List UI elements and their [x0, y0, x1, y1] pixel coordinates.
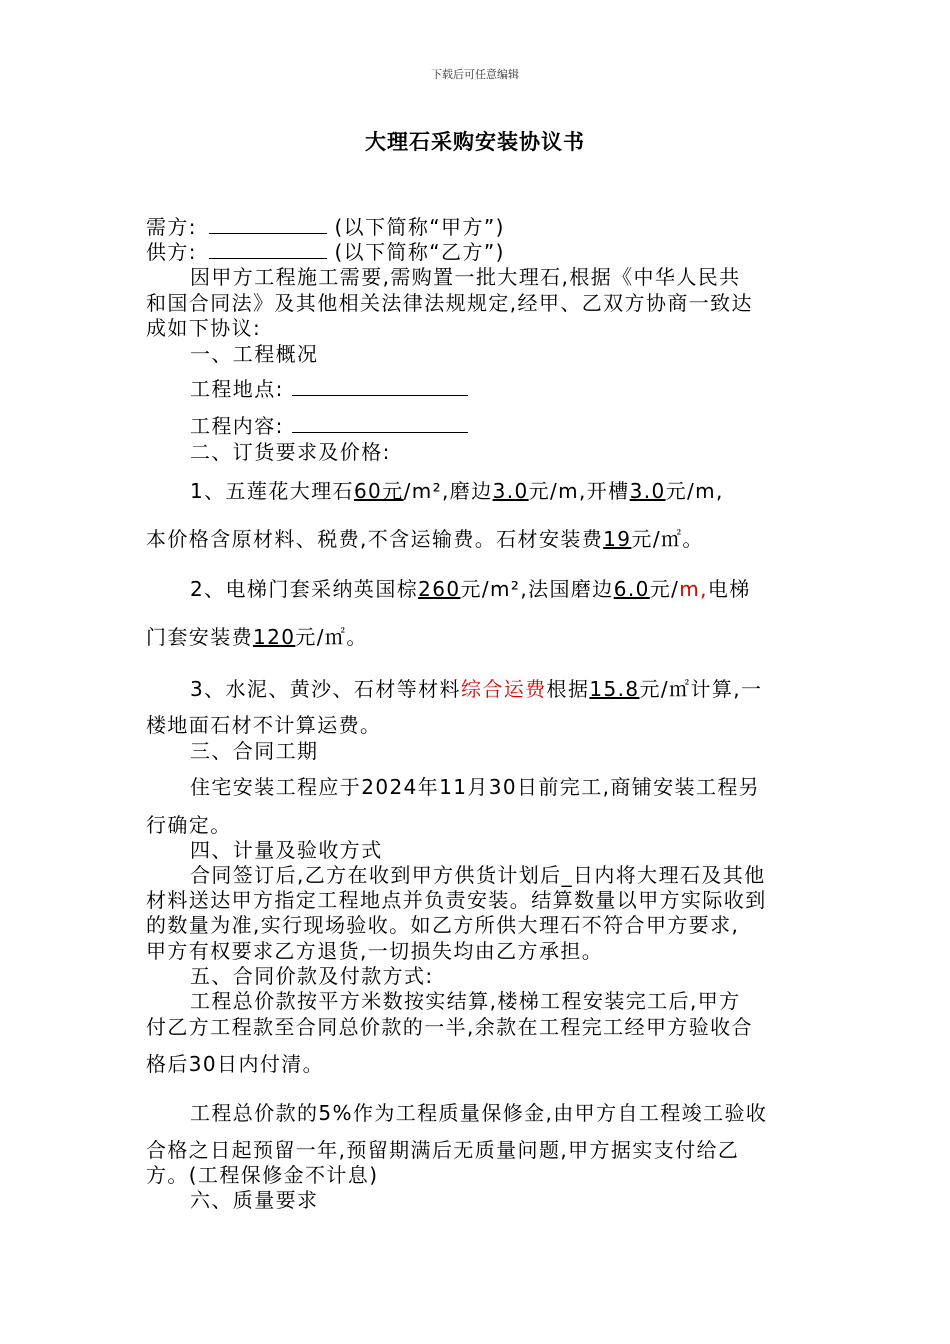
acceptance-line-4: 甲方有权要求乙方退货,一切损失均由乙方承担。 [146, 939, 604, 963]
item-1-price: 60元 [353, 479, 404, 503]
acceptance-line-1-text-b: 日内将大理石及其他 [572, 863, 766, 887]
payment-line-5: 合格之日起预留一年,预留期满后无质量问题,甲方据实支付给乙 [146, 1138, 740, 1162]
payment-line-4: 工程总价款的5%作为工程质量保修金,由甲方自工程竣工验收 [190, 1101, 768, 1125]
location-line [190, 377, 468, 401]
item-3-text-c: 元/㎡计算,一 [639, 677, 763, 701]
buyer-suffix: (以下简称“甲方”) [334, 215, 505, 239]
item-1-text-d: 元/m, [665, 479, 724, 503]
schedule-line-2: 行确定。 [146, 813, 232, 837]
supplier-blank [209, 240, 327, 259]
item-2-line-2-text-b: 元/㎡。 [295, 625, 368, 649]
section-4-heading: 四、计量及验收方式 [190, 838, 383, 862]
item-2-line-1 [190, 577, 751, 601]
section-6-heading: 六、质量要求 [190, 1188, 319, 1212]
content-label: 工程内容: [190, 414, 284, 438]
item-3-line-2: 楼地面石材不计算运费。 [146, 713, 382, 737]
section-3-heading: 三、合同工期 [190, 739, 319, 763]
supplier-line [146, 240, 505, 264]
acceptance-days-blank: _ [561, 863, 573, 887]
section-5-heading: 五、合同价款及付款方式: [190, 964, 434, 988]
intro-line-2: 和国合同法》及其他相关法律法规规定,经甲、乙双方协商一致达 [146, 291, 753, 315]
section-2-heading: 二、订货要求及价格: [190, 440, 391, 464]
item-3-freight-rate: 15.8 [589, 677, 640, 701]
item-2-text-a: 2、电梯门套采纳英国棕 [190, 577, 419, 601]
buyer-blank [209, 215, 327, 234]
item-2-install-fee: 120 [253, 625, 296, 649]
acceptance-line-1 [190, 863, 766, 887]
acceptance-line-2: 材料送达甲方指定工程地点并负责安装。结算数量以甲方实际收到 [146, 888, 767, 912]
item-3-line-1 [190, 677, 762, 701]
schedule-line-1: 住宅安装工程应于2024年11月30日前完工,商铺安装工程另 [190, 775, 761, 799]
item-1-line-2-text-a: 本价格含原材料、税费,不含运输费。石材安装费 [146, 527, 604, 551]
payment-line-2: 付乙方工程款至合同总价款的一半,余款在工程完工经甲方验收合 [146, 1015, 753, 1039]
item-3-text-a: 3、水泥、黄沙、石材等材料 [190, 677, 461, 701]
item-2-text-d: 电梯 [707, 577, 751, 601]
acceptance-line-1-text-a: 合同签订后,乙方在收到甲方供货计划后 [190, 863, 562, 887]
location-label: 工程地点: [190, 377, 284, 401]
item-2-edge-price: 6.0 [613, 577, 650, 601]
content-blank [292, 414, 468, 433]
item-1-text-b: /m²,磨边 [403, 479, 493, 503]
payment-line-6: 方。(工程保修金不计息) [146, 1163, 379, 1187]
document-title: 大理石采购安装协议书 [365, 130, 585, 154]
acceptance-line-3: 的数量为准,实行现场验收。如乙方所供大理石不符合甲方要求, [146, 913, 740, 937]
item-1-slot-price: 3.0 [629, 479, 666, 503]
location-blank [292, 377, 468, 396]
item-2-red-text: m, [679, 577, 708, 601]
item-1-edge-price: 3.0 [492, 479, 529, 503]
intro-line-3: 成如下协议: [146, 316, 262, 340]
content-line [190, 414, 468, 438]
item-2-text-b: 元/m²,法国磨边 [460, 577, 614, 601]
payment-line-1: 工程总价款按平方米数按实结算,楼梯工程安装完工后,甲方 [190, 989, 741, 1013]
item-1-install-fee: 19 [603, 527, 632, 551]
item-2-line-2 [146, 625, 368, 649]
section-1-heading: 一、工程概况 [190, 342, 319, 366]
item-1-line-1 [190, 479, 724, 503]
item-3-text-b: 根据 [546, 677, 590, 701]
payment-line-3: 格后30日内付清。 [146, 1052, 325, 1076]
page-header-note: 下载后可任意编辑 [431, 68, 519, 81]
intro-line-1: 因甲方工程施工需要,需购置一批大理石,根据《中华人民共 [190, 265, 741, 289]
item-1-text-a: 1、五莲花大理石 [190, 479, 354, 503]
item-1-text-c: 元/m,开槽 [528, 479, 630, 503]
supplier-suffix: (以下简称“乙方”) [334, 240, 505, 264]
supplier-label: 供方: [146, 240, 197, 264]
buyer-line [146, 215, 505, 239]
item-3-red-text: 综合运费 [460, 677, 547, 701]
item-1-line-2-text-b: 元/㎡。 [631, 527, 704, 551]
buyer-label: 需方: [146, 215, 197, 239]
item-2-line-2-text-a: 门套安装费 [146, 625, 253, 649]
item-2-text-c: 元/ [649, 577, 680, 601]
item-2-price: 260 [418, 577, 461, 601]
item-1-line-2 [146, 527, 704, 551]
